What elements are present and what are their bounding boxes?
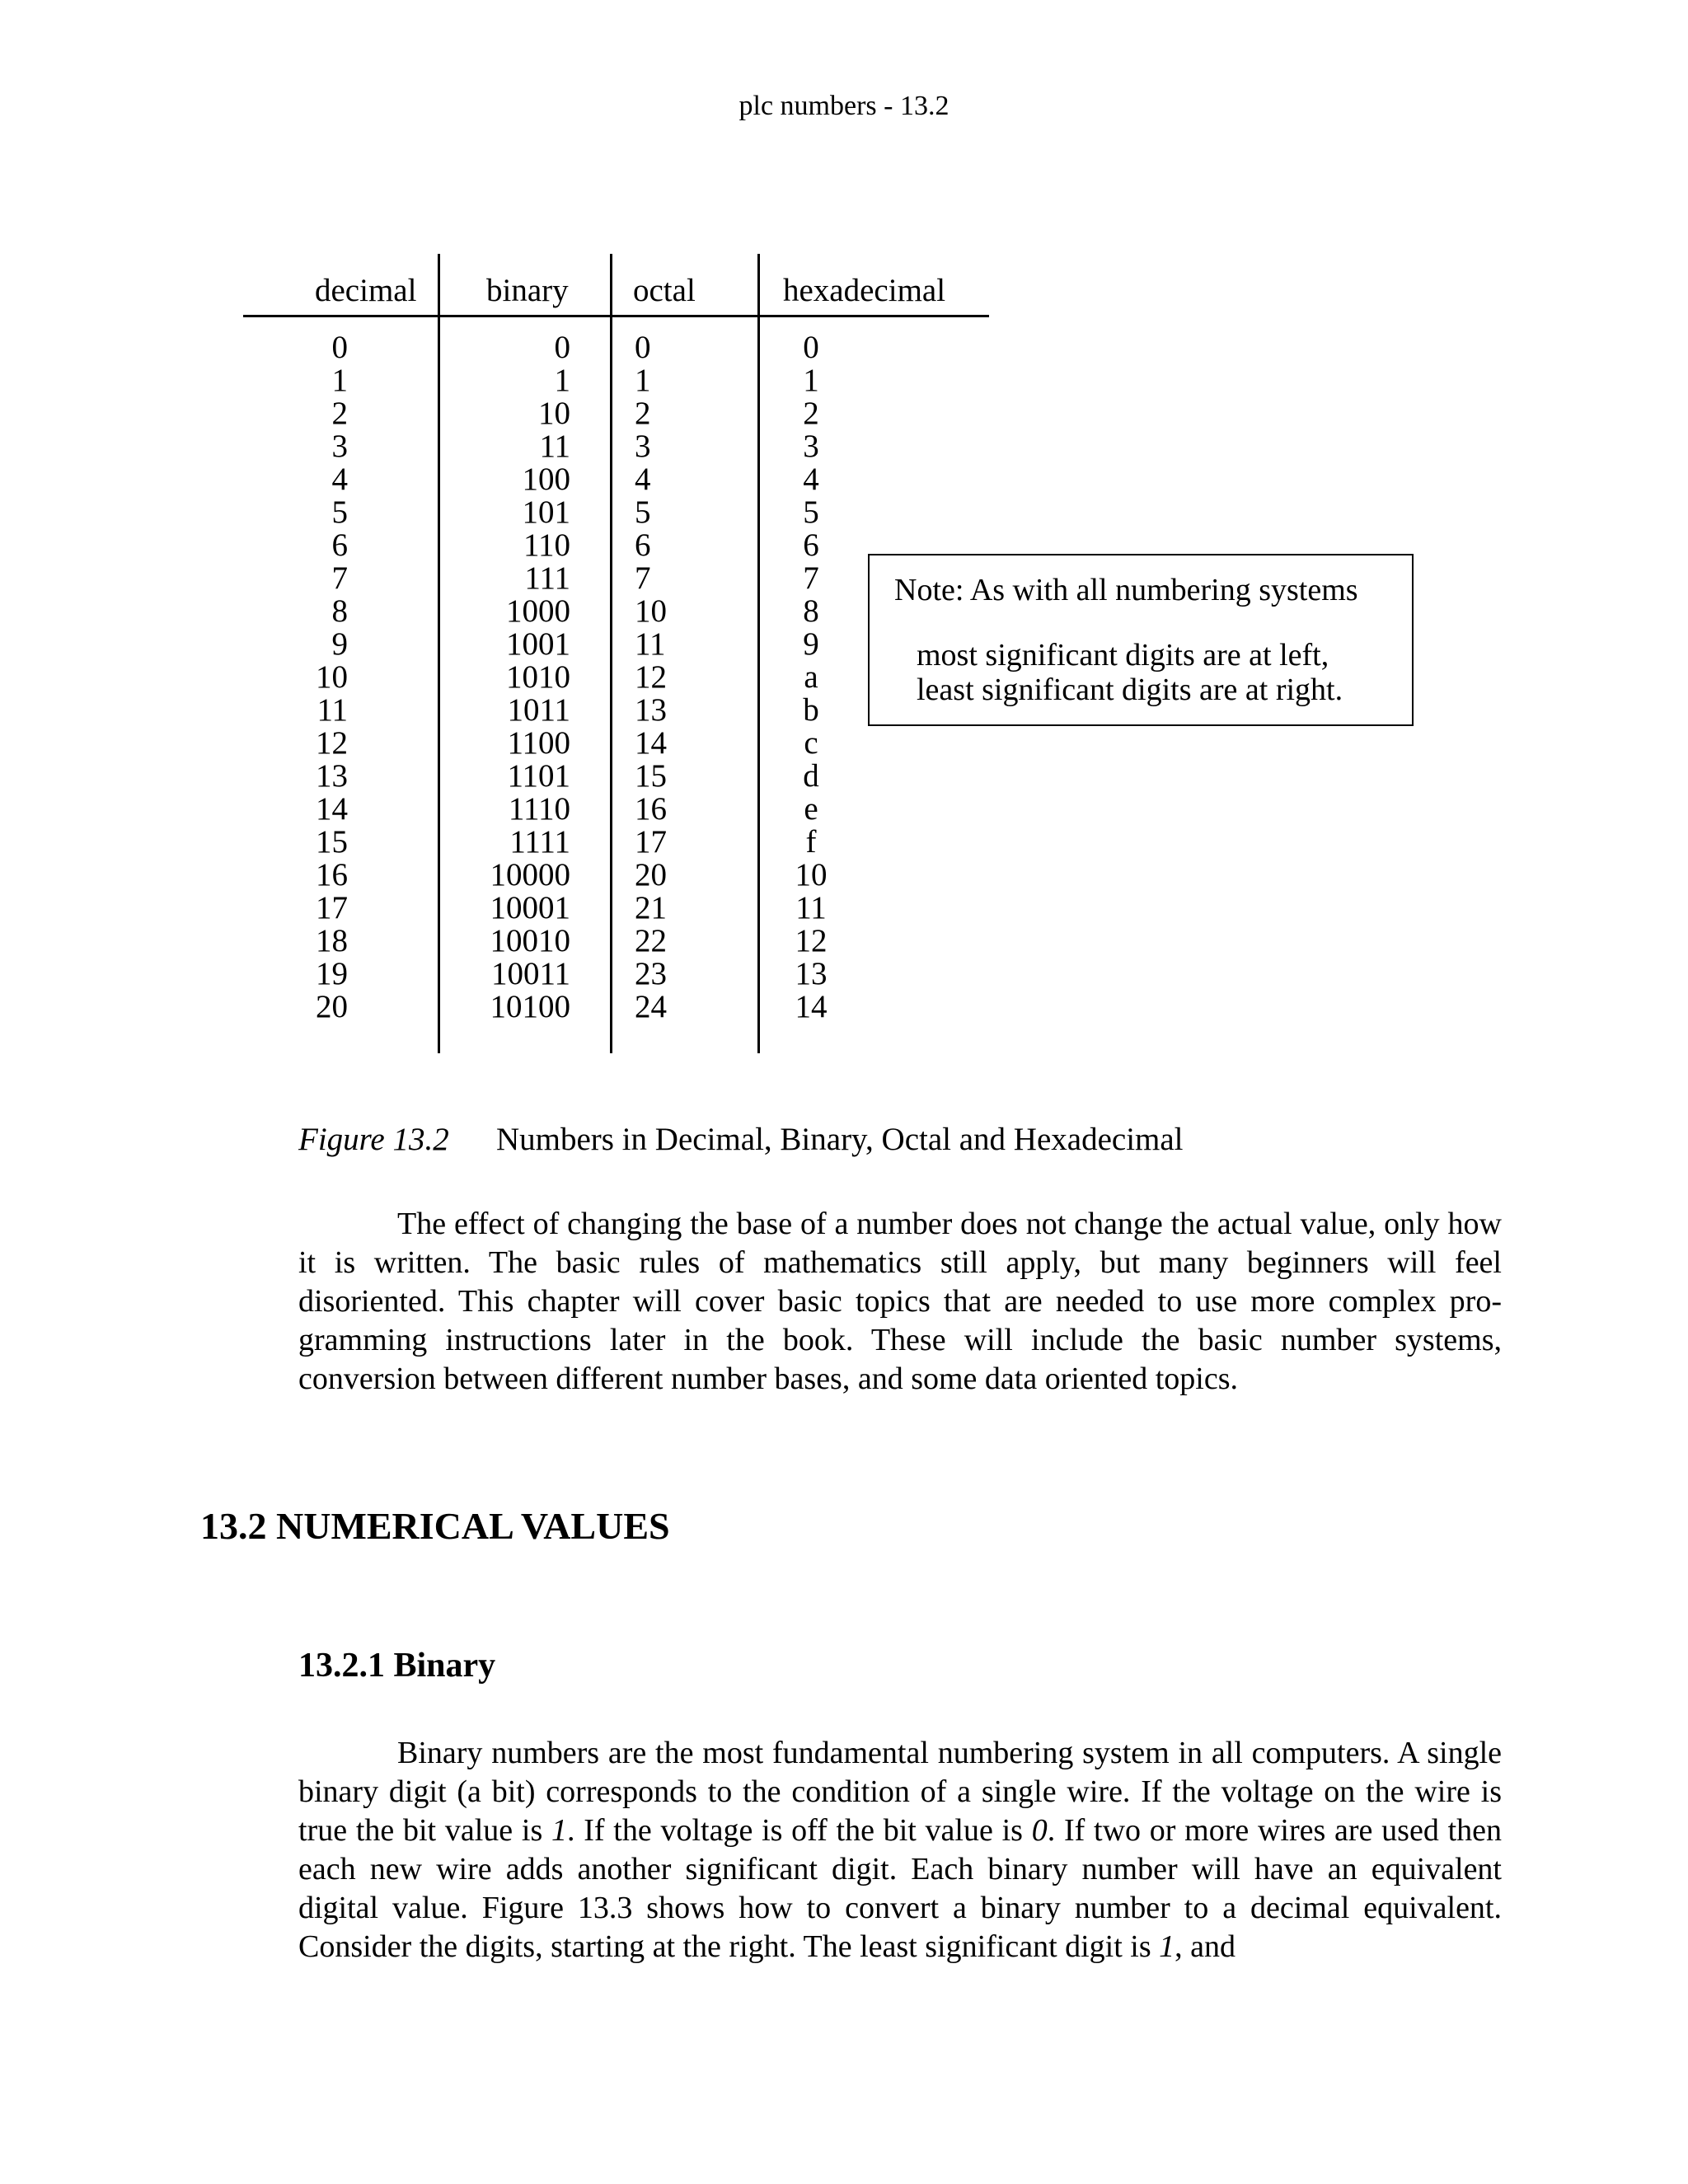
table-header-rule — [243, 315, 989, 317]
text-run: Binary numbers are the most fundamental numbering system in all computers. A single binary digit (a bit) corresponds to the condition of a single wire. If the voltage on the wire is true the bit value is — [298, 1736, 1502, 1848]
decimal-cell: 16 — [316, 857, 348, 893]
decimal-cell: 6 — [331, 527, 348, 563]
hexadecimal-cell: 12 — [795, 923, 828, 958]
decimal-cell: 3 — [331, 429, 348, 464]
hexadecimal-cell: d — [803, 758, 819, 794]
binary-column — [490, 331, 571, 1024]
note-line-3: least significant digits are at right. — [917, 673, 1343, 707]
hexadecimal-cell: 13 — [795, 956, 828, 991]
binary-cell: 1 — [554, 363, 570, 398]
binary-cell: 10001 — [490, 890, 570, 926]
italic-zero: 0 — [1031, 1813, 1048, 1848]
binary-cell: 111 — [524, 560, 570, 596]
text-run: . If two or more wires are used then each new wire adds another significant digit. Each binary number will have an equivalent digital value. Figure 13.3 shows how to convert a binary number to a decimal equivalent. Consider the digits, starting at the right. The least significant digit is — [298, 1813, 1502, 1964]
binary-cell: 1111 — [509, 824, 570, 860]
decimal-cell: 8 — [331, 593, 348, 629]
column-divider — [610, 254, 612, 1053]
decimal-cell: 18 — [316, 923, 348, 958]
binary-cell: 10 — [538, 396, 570, 431]
binary-cell: 101 — [522, 494, 570, 530]
octal-cell: 0 — [635, 330, 651, 365]
hexadecimal-cell: 14 — [795, 989, 828, 1024]
decimal-cell: 17 — [316, 890, 348, 926]
binary-cell: 11 — [539, 429, 570, 464]
decimal-cell: 5 — [331, 494, 348, 530]
decimal-cell: 13 — [316, 758, 348, 794]
subsection-heading: 13.2.1 Binary — [298, 1647, 496, 1685]
binary-cell: 10011 — [490, 956, 570, 991]
octal-cell: 4 — [635, 462, 651, 497]
header-octal: octal — [633, 273, 696, 308]
octal-cell: 17 — [635, 824, 667, 860]
octal-cell: 23 — [635, 956, 667, 991]
binary-paragraph — [298, 1734, 1502, 1966]
binary-cell: 1001 — [506, 626, 570, 662]
binary-cell: 1110 — [508, 791, 570, 827]
decimal-cell: 19 — [316, 956, 348, 991]
decimal-column — [316, 331, 348, 1024]
decimal-cell: 15 — [316, 824, 348, 860]
octal-column — [635, 331, 667, 1024]
text-run: . If the voltage is off the bit value is — [567, 1813, 1032, 1848]
paragraph-text: The effect of changing the base of a number does not change the actual value, only how it is written. The basic rules of mathematics still apply, but many beginners will feel disoriented. This chapter will cover basic topics that are needed to use more complex programming instructions later in the book. These will include the basic number systems, conversion between different number bases, and some data oriented topics. — [298, 1207, 1502, 1396]
decimal-cell: 0 — [331, 330, 348, 365]
binary-cell: 1100 — [507, 725, 570, 761]
text-run: , and — [1175, 1929, 1236, 1964]
section-heading: 13.2 NUMERICAL VALUES — [200, 1505, 670, 1547]
hexadecimal-cell: e — [804, 791, 818, 827]
note-lines — [917, 638, 1343, 707]
decimal-cell: 12 — [316, 725, 348, 761]
octal-cell: 1 — [635, 363, 651, 398]
hexadecimal-cell: 8 — [803, 593, 819, 629]
octal-cell: 5 — [635, 494, 651, 530]
paragraph-text — [298, 1734, 1502, 1966]
octal-cell: 13 — [635, 692, 667, 728]
octal-cell: 2 — [635, 396, 651, 431]
octal-cell: 14 — [635, 725, 667, 761]
decimal-cell: 2 — [331, 396, 348, 431]
hexadecimal-cell: 4 — [803, 462, 819, 497]
hexadecimal-cell: 11 — [795, 890, 827, 926]
binary-cell: 10000 — [490, 857, 570, 893]
binary-cell: 1000 — [506, 593, 570, 629]
decimal-cell: 7 — [331, 560, 348, 596]
decimal-cell: 14 — [316, 791, 348, 827]
hexadecimal-cell: b — [803, 692, 819, 728]
binary-cell: 1011 — [507, 692, 570, 728]
hexadecimal-cell: 1 — [803, 363, 819, 398]
octal-cell: 6 — [635, 527, 651, 563]
octal-cell: 11 — [635, 626, 666, 662]
figure-caption-text: Numbers in Decimal, Binary, Octal and Hexadecimal — [496, 1122, 1184, 1157]
decimal-cell: 9 — [331, 626, 348, 662]
decimal-cell: 4 — [331, 462, 348, 497]
hexadecimal-cell: 6 — [803, 527, 819, 563]
intro-paragraph — [298, 1205, 1502, 1399]
octal-cell: 7 — [635, 560, 651, 596]
binary-cell: 100 — [522, 462, 570, 497]
column-divider — [757, 254, 760, 1053]
binary-cell: 0 — [554, 330, 570, 365]
binary-cell: 10100 — [490, 989, 570, 1024]
hexadecimal-cell: 10 — [795, 857, 828, 893]
octal-cell: 3 — [635, 429, 651, 464]
binary-cell: 1101 — [507, 758, 570, 794]
header-hexadecimal: hexadecimal — [783, 273, 946, 308]
hexadecimal-cell: 9 — [803, 626, 819, 662]
figure-caption — [298, 1121, 1184, 1158]
figure-label: Figure 13.2 — [298, 1122, 449, 1157]
header-binary: binary — [486, 273, 569, 308]
decimal-cell: 10 — [316, 659, 348, 695]
decimal-cell: 20 — [316, 989, 348, 1024]
octal-cell: 24 — [635, 989, 667, 1024]
octal-cell: 22 — [635, 923, 667, 958]
note-box — [868, 554, 1414, 726]
octal-cell: 21 — [635, 890, 667, 926]
hexadecimal-cell: 7 — [803, 560, 819, 596]
header-decimal: decimal — [315, 273, 417, 308]
running-header: plc numbers - 13.2 — [738, 91, 950, 121]
octal-cell: 20 — [635, 857, 667, 893]
hexadecimal-cell: f — [805, 824, 817, 860]
note-line-1: Note: As with all numbering systems — [894, 573, 1358, 607]
note-line-2: most significant digits are at left, — [917, 638, 1329, 673]
hexadecimal-cell: 3 — [803, 429, 819, 464]
hexadecimal-column — [795, 331, 828, 1024]
octal-cell: 10 — [635, 593, 667, 629]
decimal-cell: 11 — [316, 692, 348, 728]
hexadecimal-cell: c — [804, 725, 818, 761]
hexadecimal-cell: a — [804, 659, 818, 695]
decimal-cell: 1 — [331, 363, 348, 398]
octal-cell: 15 — [635, 758, 667, 794]
binary-cell: 1010 — [506, 659, 570, 695]
italic-one: 1 — [551, 1813, 567, 1848]
binary-cell: 110 — [523, 527, 570, 563]
hexadecimal-cell: 2 — [803, 396, 819, 431]
column-divider — [438, 254, 440, 1053]
binary-cell: 10010 — [490, 923, 570, 958]
octal-cell: 12 — [635, 659, 667, 695]
hexadecimal-cell: 5 — [803, 494, 819, 530]
hexadecimal-cell: 0 — [803, 330, 819, 365]
octal-cell: 16 — [635, 791, 667, 827]
italic-one: 1 — [1159, 1929, 1175, 1964]
